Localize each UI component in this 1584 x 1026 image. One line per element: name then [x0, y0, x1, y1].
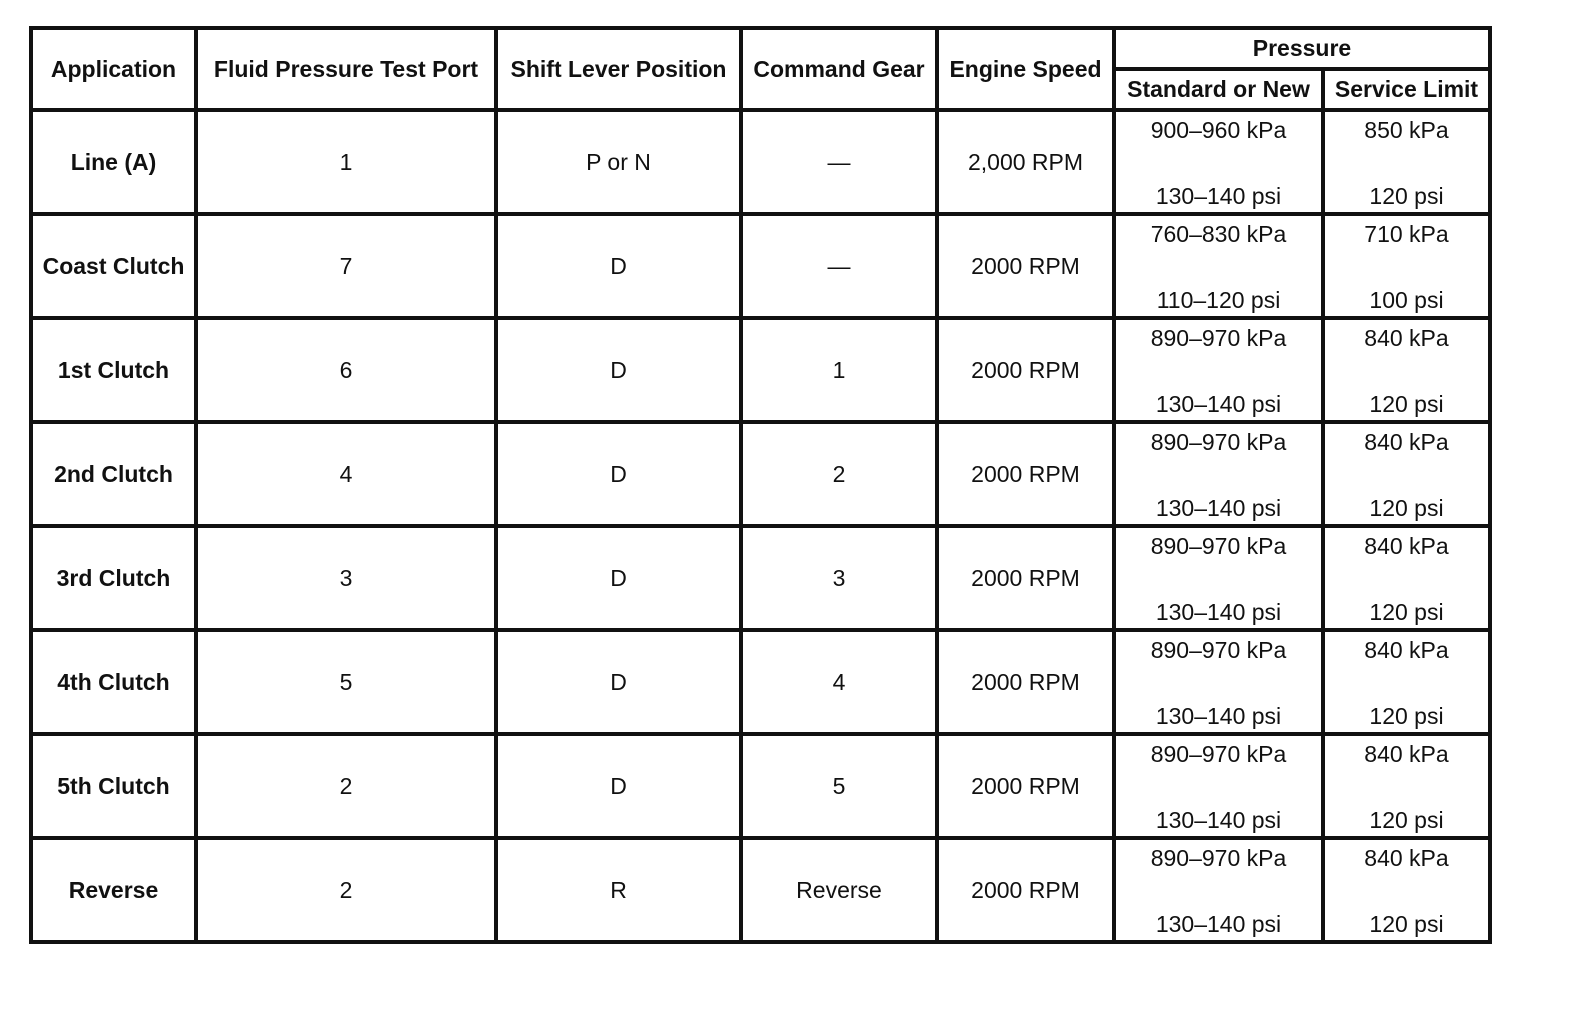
- standard-kpa: 900–960 kPa: [1150, 117, 1287, 143]
- engine-speed-cell: 2000 RPM: [937, 214, 1114, 318]
- header-command-gear: Command Gear: [741, 28, 937, 110]
- header-engine-speed: Engine Speed: [937, 28, 1114, 110]
- standard-pressure-cell: [1114, 630, 1323, 734]
- command-gear-cell: —: [741, 214, 937, 318]
- standard-pressure-cell: [1114, 734, 1323, 838]
- standard-pressure-cell: [1114, 110, 1323, 214]
- limit-kpa: 840 kPa: [1364, 637, 1449, 663]
- shift-lever-cell: D: [496, 422, 741, 526]
- test-port-cell: 4: [196, 422, 496, 526]
- service-limit-cell: [1323, 630, 1490, 734]
- service-limit-cell: [1323, 734, 1490, 838]
- test-port-cell: 6: [196, 318, 496, 422]
- standard-pressure-cell: [1114, 318, 1323, 422]
- standard-kpa: 890–970 kPa: [1150, 741, 1287, 767]
- limit-psi: 120 psi: [1369, 807, 1444, 833]
- standard-kpa: 760–830 kPa: [1150, 221, 1287, 247]
- test-port-cell: 2: [196, 838, 496, 942]
- limit-psi: 120 psi: [1369, 911, 1444, 937]
- application-cell: 2nd Clutch: [31, 422, 196, 526]
- standard-kpa: 890–970 kPa: [1150, 637, 1287, 663]
- pressure-spec-table: [29, 26, 1492, 944]
- service-limit-cell: [1323, 422, 1490, 526]
- table-row: [31, 838, 1490, 942]
- engine-speed-cell: 2000 RPM: [937, 318, 1114, 422]
- application-cell: 3rd Clutch: [31, 526, 196, 630]
- standard-psi: 130–140 psi: [1155, 911, 1282, 937]
- limit-kpa: 850 kPa: [1364, 117, 1449, 143]
- standard-psi: 130–140 psi: [1155, 391, 1282, 417]
- application-cell: 1st Clutch: [31, 318, 196, 422]
- engine-speed-cell: 2000 RPM: [937, 422, 1114, 526]
- header-application: Application: [31, 28, 196, 110]
- limit-psi: 120 psi: [1369, 391, 1444, 417]
- standard-psi: 110–120 psi: [1156, 287, 1281, 313]
- service-limit-cell: [1323, 526, 1490, 630]
- limit-kpa: 710 kPa: [1364, 221, 1449, 247]
- standard-psi: 130–140 psi: [1155, 599, 1282, 625]
- limit-kpa: 840 kPa: [1364, 845, 1449, 871]
- table-header: [31, 28, 1490, 110]
- standard-kpa: 890–970 kPa: [1150, 325, 1287, 351]
- standard-psi: 130–140 psi: [1155, 183, 1282, 209]
- command-gear-cell: 1: [741, 318, 937, 422]
- application-cell: Coast Clutch: [31, 214, 196, 318]
- command-gear-cell: 3: [741, 526, 937, 630]
- standard-pressure-cell: [1114, 422, 1323, 526]
- application-cell: 4th Clutch: [31, 630, 196, 734]
- limit-kpa: 840 kPa: [1364, 533, 1449, 559]
- standard-psi: 130–140 psi: [1155, 495, 1282, 521]
- standard-kpa: 890–970 kPa: [1150, 429, 1287, 455]
- table-row: [31, 734, 1490, 838]
- test-port-cell: 5: [196, 630, 496, 734]
- limit-psi: 120 psi: [1369, 703, 1444, 729]
- test-port-cell: 3: [196, 526, 496, 630]
- header-service-limit: Service Limit: [1323, 69, 1490, 110]
- limit-psi: 120 psi: [1369, 183, 1444, 209]
- command-gear-cell: 5: [741, 734, 937, 838]
- test-port-cell: 2: [196, 734, 496, 838]
- shift-lever-cell: R: [496, 838, 741, 942]
- standard-psi: 130–140 psi: [1155, 703, 1282, 729]
- limit-psi: 120 psi: [1369, 599, 1444, 625]
- standard-psi: 130–140 psi: [1155, 807, 1282, 833]
- engine-speed-cell: 2000 RPM: [937, 734, 1114, 838]
- table-row: [31, 422, 1490, 526]
- service-limit-cell: [1323, 110, 1490, 214]
- standard-kpa: 890–970 kPa: [1150, 845, 1287, 871]
- limit-psi: 100 psi: [1369, 287, 1444, 313]
- engine-speed-cell: 2,000 RPM: [937, 110, 1114, 214]
- shift-lever-cell: D: [496, 630, 741, 734]
- application-cell: 5th Clutch: [31, 734, 196, 838]
- limit-psi: 120 psi: [1369, 495, 1444, 521]
- shift-lever-cell: D: [496, 526, 741, 630]
- engine-speed-cell: 2000 RPM: [937, 838, 1114, 942]
- header-pressure: Pressure: [1114, 28, 1490, 69]
- engine-speed-cell: 2000 RPM: [937, 630, 1114, 734]
- application-cell: Line (A): [31, 110, 196, 214]
- header-standard: Standard or New: [1114, 69, 1323, 110]
- table-row: [31, 110, 1490, 214]
- service-limit-cell: [1323, 214, 1490, 318]
- test-port-cell: 7: [196, 214, 496, 318]
- command-gear-cell: 4: [741, 630, 937, 734]
- standard-kpa: 890–970 kPa: [1150, 533, 1287, 559]
- limit-kpa: 840 kPa: [1364, 325, 1449, 351]
- shift-lever-cell: P or N: [496, 110, 741, 214]
- standard-pressure-cell: [1114, 838, 1323, 942]
- table-row: [31, 318, 1490, 422]
- limit-kpa: 840 kPa: [1364, 429, 1449, 455]
- test-port-cell: 1: [196, 110, 496, 214]
- table-row: [31, 630, 1490, 734]
- service-limit-cell: [1323, 838, 1490, 942]
- shift-lever-cell: D: [496, 734, 741, 838]
- table-body: [31, 110, 1490, 942]
- command-gear-cell: —: [741, 110, 937, 214]
- standard-pressure-cell: [1114, 526, 1323, 630]
- command-gear-cell: 2: [741, 422, 937, 526]
- standard-pressure-cell: [1114, 214, 1323, 318]
- header-test-port: Fluid Pressure Test Port: [196, 28, 496, 110]
- shift-lever-cell: D: [496, 214, 741, 318]
- command-gear-cell: Reverse: [741, 838, 937, 942]
- table-row: [31, 526, 1490, 630]
- application-cell: Reverse: [31, 838, 196, 942]
- header-shift-lever: Shift Lever Position: [496, 28, 741, 110]
- shift-lever-cell: D: [496, 318, 741, 422]
- table-row: [31, 214, 1490, 318]
- limit-kpa: 840 kPa: [1364, 741, 1449, 767]
- service-limit-cell: [1323, 318, 1490, 422]
- header-row-top: [31, 28, 1490, 69]
- engine-speed-cell: 2000 RPM: [937, 526, 1114, 630]
